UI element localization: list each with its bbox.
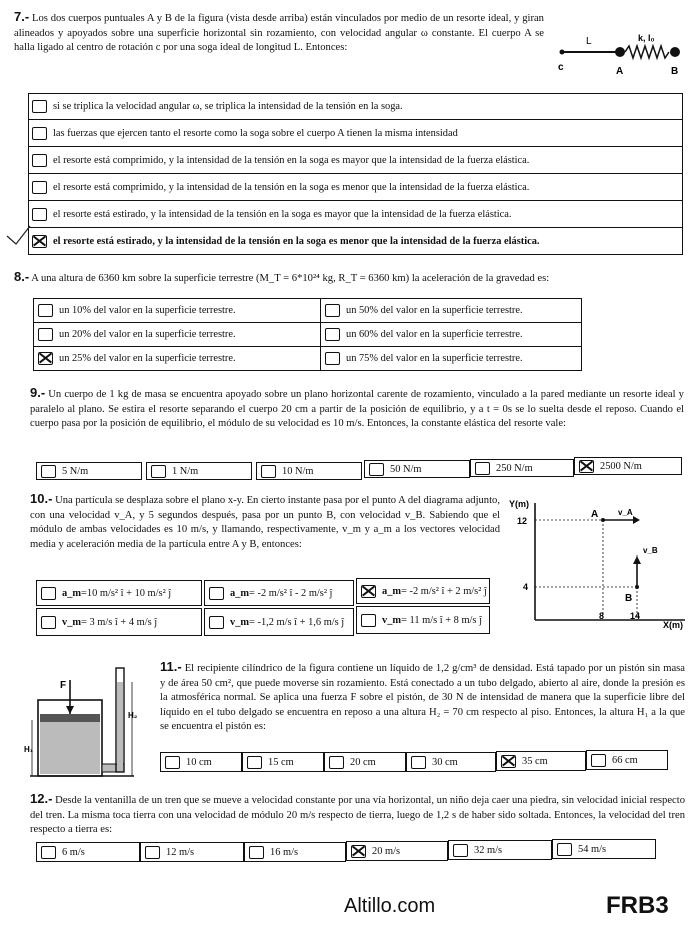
svg-text:v_B: v_B — [643, 546, 658, 555]
checkbox-icon[interactable] — [557, 843, 572, 856]
checkbox-icon[interactable] — [41, 846, 56, 859]
question-10-number: 10.- — [30, 491, 53, 506]
q8-option-6[interactable]: un 75% del valor en la superficie terrestre. — [320, 346, 582, 371]
svg-text:8: 8 — [599, 611, 605, 621]
checkbox-icon[interactable] — [329, 756, 344, 769]
checked-box-icon[interactable] — [361, 585, 376, 598]
q10-option-1[interactable]: a_m =10 m/s² î + 10 m/s² ĵ — [36, 580, 202, 606]
question-11-number: 11.- — [160, 659, 182, 674]
question-12-number: 12.- — [30, 791, 53, 806]
checked-box-icon[interactable] — [579, 460, 594, 473]
q7-option-6[interactable]: el resorte está estirado, y la intensidad de la tensión en la soga es menor que la intensidad de la fuerza elástica. — [28, 228, 683, 255]
checkbox-icon[interactable] — [475, 462, 490, 475]
svg-text:Y(m): Y(m) — [509, 499, 529, 509]
checked-box-icon[interactable] — [501, 755, 516, 768]
svg-text:X(m): X(m) — [663, 620, 683, 630]
svg-text:A: A — [591, 509, 599, 520]
pen-check-mark — [4, 222, 34, 252]
svg-text:A: A — [616, 66, 624, 77]
svg-text:H₁: H₁ — [24, 745, 34, 754]
q12-option-4[interactable]: 20 m/s — [346, 841, 448, 861]
q8-option-3[interactable]: un 20% del valor en la superficie terrestre. — [33, 322, 321, 347]
checkbox-icon[interactable] — [165, 756, 180, 769]
q12-option-2[interactable]: 12 m/s — [140, 842, 244, 862]
q9-option-1[interactable]: 5 N/m — [36, 462, 142, 480]
svg-text:4: 4 — [523, 582, 529, 592]
svg-text:B: B — [671, 66, 679, 77]
checkbox-icon[interactable] — [361, 614, 376, 627]
q12-option-5[interactable]: 32 m/s — [448, 840, 552, 860]
q11-figure — [24, 660, 144, 780]
q12-option-6[interactable]: 54 m/s — [552, 839, 656, 859]
q11-option-2[interactable]: 15 cm — [242, 752, 324, 772]
checkbox-icon[interactable] — [41, 465, 56, 478]
q9-option-2[interactable]: 1 N/m — [146, 462, 252, 480]
q9-option-5[interactable]: 250 N/m — [470, 459, 574, 477]
svg-text:F: F — [60, 680, 67, 691]
checked-box-icon[interactable] — [38, 352, 53, 365]
checkbox-icon[interactable] — [38, 328, 53, 341]
q8-option-2[interactable]: un 50% del valor en la superficie terrestre. — [320, 298, 582, 323]
q7-option-2[interactable]: las fuerzas que ejercen tanto el resorte como la soga sobre el cuerpo A tienen la misma intensidad — [28, 120, 683, 147]
checkbox-icon[interactable] — [453, 844, 468, 857]
checkbox-icon[interactable] — [32, 154, 47, 167]
checkbox-icon[interactable] — [32, 100, 47, 113]
question-9-number: 9.- — [30, 385, 46, 400]
checkbox-icon[interactable] — [41, 587, 56, 600]
q8-option-5[interactable]: un 25% del valor en la superficie terrestre. — [33, 346, 321, 371]
question-11-text: 11.- El recipiente cilíndrico de la figura contiene un líquido de 1,2 g/cm³ de densidad. Está tapado por un pistón sin masa y de área 50 cm², que puede moverse sin rozamiento. Está conectado a un tubo delgado, abierto al aire, donde la presión es la atmosférica normal. Se aplica una fuerza F sobre el pistón, de 30 N de intensidad de manera que la superficie libre del líquido en el tubo delgado se encuentra en reposo a una altura H₂ = 70 cm respecto al piso. Entonces, la altura H₁ a la que se encuentra el pistón es: — [160, 659, 685, 732]
q11-option-5[interactable]: 35 cm — [496, 751, 586, 771]
q10-graph — [505, 495, 695, 630]
checkbox-icon[interactable] — [32, 181, 47, 194]
question-7-number: 7.- — [14, 9, 30, 24]
checkbox-icon[interactable] — [151, 465, 166, 478]
q10-option-3[interactable]: a_m = -2 m/s² î + 2 m/s² ĵ — [356, 578, 490, 604]
q10-option-5[interactable]: v_m = -1,2 m/s î + 1,6 m/s ĵ — [204, 608, 354, 636]
q11-option-4[interactable]: 30 cm — [406, 752, 496, 772]
question-7-text: 7.- Los dos cuerpos puntuales A y B de la figura (vista desde arriba) están vinculados por medio de un resorte ideal, y giran alineados y apoyados sobre una superficie horizontal sin rozamiento, con velocidad angular ω constante. El cuerpo A se halla ligado al centro de rotación c por una soga ideal de longitud L. Entonces: — [14, 9, 544, 53]
checkbox-icon[interactable] — [145, 846, 160, 859]
checkbox-icon[interactable] — [209, 587, 224, 600]
svg-text:k, l₀: k, l₀ — [638, 33, 655, 43]
checkbox-icon[interactable] — [325, 304, 340, 317]
q12-option-1[interactable]: 6 m/s — [36, 842, 140, 862]
checkbox-icon[interactable] — [32, 208, 47, 221]
q7-option-3[interactable]: el resorte está comprimido, y la intensidad de la tensión en la soga es mayor que la intensidad de la fuerza elástica. — [28, 147, 683, 174]
checked-box-icon[interactable] — [32, 235, 47, 248]
q8-option-4[interactable]: un 60% del valor en la superficie terrestre. — [320, 322, 582, 347]
checkbox-icon[interactable] — [38, 304, 53, 317]
footer-site: Altillo.com — [344, 895, 436, 917]
q11-option-3[interactable]: 20 cm — [324, 752, 406, 772]
q9-option-6[interactable]: 2500 N/m — [574, 457, 682, 475]
q11-option-6[interactable]: 66 cm — [586, 750, 668, 770]
svg-text:12: 12 — [517, 516, 528, 526]
q8-option-1[interactable]: un 10% del valor en la superficie terrestre. — [33, 298, 321, 323]
q11-option-1[interactable]: 10 cm — [160, 752, 242, 772]
question-9-text: 9.- Un cuerpo de 1 kg de masa se encuentra apoyado sobre un plano horizontal carente de rozamiento, vinculado a la pared mediante un resorte ideal y paralelo al plano. Se estira el resorte separando el cuerpo 20 cm a partir de la posición de equilibrio, y a t = 0s se lo suelta desde el reposo. Cuando el cuerpo pasa por la posición de equilibrio, el módulo de su velocidad es 10 m/s. Entonces, la constante elástica del resorte vale: — [30, 385, 684, 429]
checkbox-icon[interactable] — [249, 846, 264, 859]
q10-option-6[interactable]: v_m = 11 m/s î + 8 m/s ĵ — [356, 606, 490, 634]
checkbox-icon[interactable] — [261, 465, 276, 478]
svg-text:c: c — [558, 62, 564, 73]
svg-text:v_A: v_A — [618, 508, 633, 517]
checkbox-icon[interactable] — [325, 328, 340, 341]
q9-option-3[interactable]: 10 N/m — [256, 462, 362, 480]
svg-text:B: B — [625, 593, 633, 604]
q12-option-3[interactable]: 16 m/s — [244, 842, 346, 862]
checkbox-icon[interactable] — [247, 756, 262, 769]
svg-text:H₂: H₂ — [128, 711, 138, 720]
checkbox-icon[interactable] — [369, 463, 384, 476]
checkbox-icon[interactable] — [591, 754, 606, 767]
question-12-text: 12.- Desde la ventanilla de un tren que se mueve a velocidad constante por una vía horizontal, un niño deja caer una piedra, sin velocidad inicial respecto del tren. La misma toca tierra con una velocidad de módulo 20 m/s respecto de tierra, luego de 1,2 s de haber sido soltada. Entonces, la velocidad del tren respecto a tierra es: — [30, 791, 685, 835]
checked-box-icon[interactable] — [351, 845, 366, 858]
q7-figure — [552, 30, 692, 80]
checkbox-icon[interactable] — [41, 616, 56, 629]
question-10-text: 10.- Una partícula se desplaza sobre el plano x-y. En cierto instante pasa por el punto A del diagrama adjunto, con una velocidad v_A, y 5 segundos después, pasa por un punto B, con velocidad v_B. Sabiendo que el módulo de ambas velocidades es 10 m/s, y llamando, respectivamente, v_m y a_m a los vectores velocidad media y aceleración media de la partícula entre A y B, entonces: — [30, 491, 500, 550]
checkbox-icon[interactable] — [411, 756, 426, 769]
q10-option-4[interactable]: v_m = 3 m/s î + 4 m/s ĵ — [36, 608, 202, 636]
q7-option-5[interactable]: el resorte está estirado, y la intensidad de la tensión en la soga es mayor que la intensidad de la fuerza elástica. — [28, 201, 683, 228]
checkbox-icon[interactable] — [209, 616, 224, 629]
svg-text:L: L — [586, 36, 592, 47]
q10-option-2[interactable]: a_m = -2 m/s² î - 2 m/s² ĵ — [204, 580, 354, 606]
checkbox-icon[interactable] — [325, 352, 340, 365]
svg-text:14: 14 — [630, 611, 641, 621]
q7-option-1[interactable]: si se triplica la velocidad angular ω, se triplica la intensidad de la tensión en la soga. — [28, 93, 683, 120]
question-8-text: 8.- A una altura de 6360 km sobre la superficie terrestre (M_T = 6*10²⁴ kg, R_T = 6360 km) la aceleración de la gravedad es: — [14, 269, 550, 284]
q7-option-4[interactable]: el resorte está comprimido, y la intensidad de la tensión en la soga es menor que la intensidad de la fuerza elástica. — [28, 174, 683, 201]
q9-option-4[interactable]: 50 N/m — [364, 460, 470, 478]
question-8-number: 8.- — [14, 269, 30, 284]
checkbox-icon[interactable] — [32, 127, 47, 140]
footer-code: FRB3 — [606, 892, 669, 919]
